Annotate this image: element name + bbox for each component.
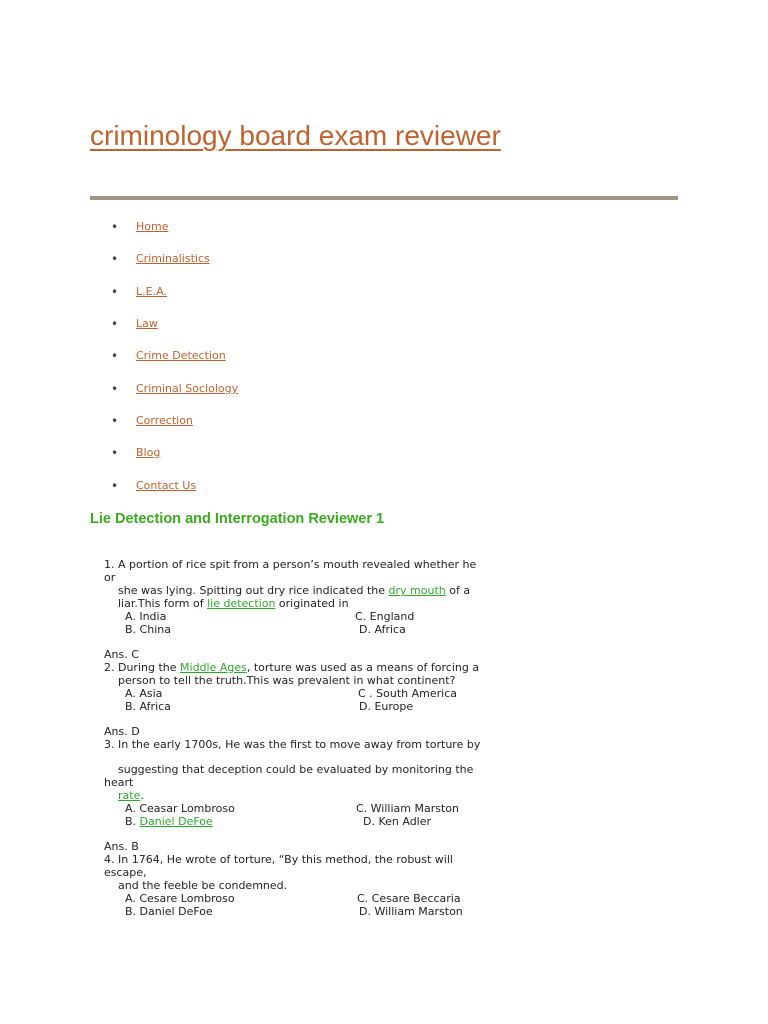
option-d: D. Ken Adler <box>363 815 432 828</box>
option-c: C. Cesare Beccaria <box>357 892 461 905</box>
bullet-icon: • <box>111 382 119 396</box>
option-c: C. William Marston <box>356 802 459 815</box>
option-a: A. Asia <box>125 687 163 700</box>
question-text: 2. During the Middle Ages, torture was used as a means of forcing a <box>104 661 480 674</box>
option-d: D. Africa <box>359 623 406 636</box>
option-d: D. William Marston <box>359 905 463 918</box>
nav-link-law[interactable]: Law <box>136 317 158 330</box>
bullet-icon: • <box>111 252 119 266</box>
question-text: 1. A portion of rice spit from a person’s mouth revealed whether he <box>104 558 477 571</box>
link-daniel-defoe[interactable]: Daniel DeFoe <box>139 815 213 828</box>
nav-link-home[interactable]: Home <box>136 220 169 233</box>
option-a: A. India <box>125 610 167 623</box>
question-text: person to tell the truth.This was prevalent in what continent? <box>118 674 456 687</box>
option-a: A. Ceasar Lombroso <box>125 802 235 815</box>
question-text: and the feeble be condemned. <box>118 879 288 892</box>
question-text: heart <box>104 776 134 789</box>
answer-text: Ans. C <box>104 648 139 661</box>
nav-link-correction[interactable]: Correction <box>136 414 193 427</box>
link-rate[interactable]: rate <box>118 789 141 802</box>
link-middle-ages[interactable]: Middle Ages <box>180 661 247 674</box>
bullet-icon: • <box>111 479 119 493</box>
section-title: Lie Detection and Interrogation Reviewer 1 <box>90 511 385 527</box>
bullet-icon: • <box>111 285 119 299</box>
link-dry-mouth[interactable]: dry mouth <box>388 584 446 597</box>
nav-link-criminal-sociology[interactable]: Criminal Sociology <box>136 382 239 395</box>
option-b: B. China <box>125 623 171 636</box>
question-text: or <box>104 571 116 584</box>
option-b: B. Africa <box>125 700 171 713</box>
question-text: rate. <box>118 789 144 802</box>
nav-link-criminalistics[interactable]: Criminalistics <box>136 252 210 265</box>
question-text: 3. In the early 1700s, He was the first to move away from torture by <box>104 738 481 751</box>
option-a: A. Cesare Lombroso <box>125 892 235 905</box>
bullet-icon: • <box>111 446 119 460</box>
option-b: B. Daniel DeFoe <box>125 905 213 918</box>
answer-text: Ans. D <box>104 725 140 738</box>
question-text: 4. In 1764, He wrote of torture, “By this method, the robust will <box>104 853 453 866</box>
bullet-icon: • <box>111 220 119 234</box>
question-text: liar.This form of lie detection originated in <box>118 597 349 610</box>
answer-text: Ans. B <box>104 840 139 853</box>
option-d: D. Europe <box>359 700 414 713</box>
nav-link-blog[interactable]: Blog <box>136 446 161 459</box>
nav-link-crime-detection[interactable]: Crime Detection <box>136 349 226 362</box>
option-c: C . South America <box>358 687 458 700</box>
bullet-icon: • <box>111 414 119 428</box>
question-text: she was lying. Spitting out dry rice indicated the dry mouth of a <box>118 584 471 597</box>
nav-link-lea[interactable]: L.E.A. <box>136 285 167 298</box>
option-c: C. England <box>355 610 415 623</box>
page-title[interactable]: criminology board exam reviewer <box>90 120 501 151</box>
link-lie-detection[interactable]: lie detection <box>207 597 276 610</box>
option-b: B. Daniel DeFoe <box>125 815 213 828</box>
bullet-icon: • <box>111 317 119 331</box>
nav-link-contact-us[interactable]: Contact Us <box>136 479 197 492</box>
bullet-icon: • <box>111 349 119 363</box>
question-text: suggesting that deception could be evaluated by monitoring the <box>118 763 474 776</box>
question-text: escape, <box>104 866 147 879</box>
